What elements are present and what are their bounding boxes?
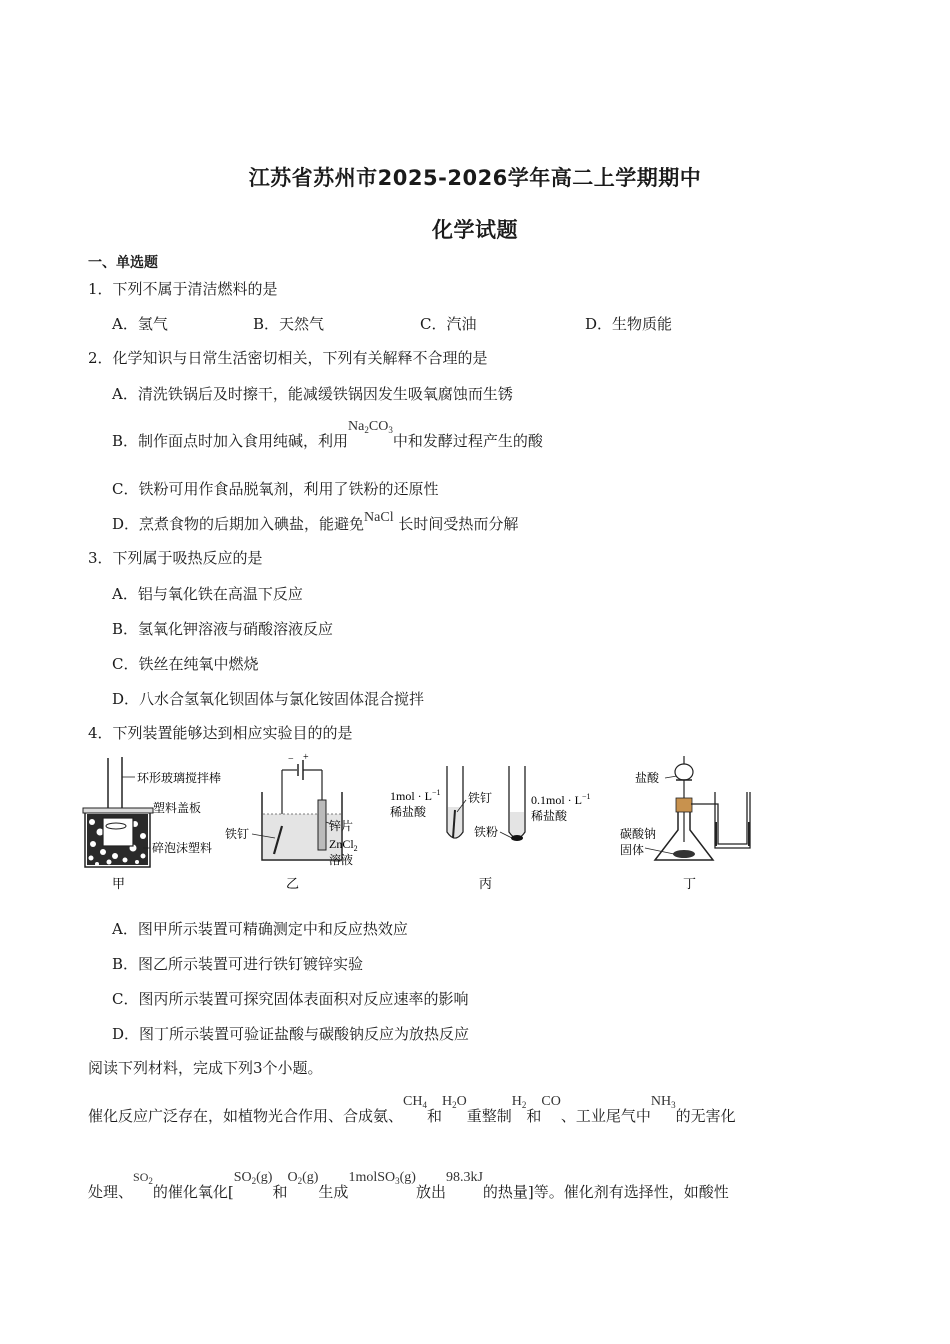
label-foam: 碎泡沫塑料 [152,841,213,855]
caption-bing: 丙 [479,876,493,891]
zinc-sheet [318,800,326,850]
na-subscript: 2 [364,425,369,435]
label-acid1: 稀盐酸 [390,805,427,819]
apparatus-ding [620,756,750,891]
q2-option-b[interactable] [112,419,543,451]
label-bing-nail: 铁钉 [468,791,493,805]
p1-and-1: 和 [426,1107,442,1125]
separatory-funnel [675,764,693,780]
u-tube [691,792,747,844]
apparatus-figure [75,752,775,897]
p2-text-e: 的热量]等。催化剂有选择性，如酸性 [482,1183,729,1201]
q2-option-d-pre: D．烹煮食物的后期加入碘盐，能避免 [112,515,365,533]
section-heading: 一、单选题 [88,255,158,271]
q2-option-b-post: 中和发酵过程产生的酸 [392,432,543,450]
label-lid: 塑料盖板 [153,801,202,815]
na2co3-formula [348,419,393,434]
q2-option-a[interactable]: A．清洗铁锅后及时擦干，能减缓铁锅因发生吸氧腐蚀而生锈 [112,385,513,403]
p1-and-2: 和 [526,1107,542,1125]
sodium-carbonate [673,850,695,858]
q2-stem: 2．化学知识与日常生活密切相关，下列有关解释不合理的是 [88,349,488,367]
stopper [676,798,692,812]
label-zncl2: ZnCl$_2$ [329,837,358,853]
label-conc1: $1mol \cdot L^{-1}$ [390,788,441,803]
reading-paragraph-line1 [88,1094,736,1131]
q3-option-c[interactable]: C．铁丝在纯氧中燃烧 [112,655,259,673]
h2-formula: $H_2$ [511,1094,527,1110]
heat-value: 98.3kJ [445,1170,483,1185]
acid-2 [510,812,524,838]
label-na2co3-2: 固体 [620,843,645,857]
ch4-formula: $CH_4$ [403,1094,427,1110]
co-formula: CO [541,1094,561,1109]
q4-option-a[interactable]: A．图甲所示装置可精确测定中和反应热效应 [112,920,408,938]
page-title: 江苏省苏州市2025-2026学年高二上学期期中 [248,166,702,190]
plastic-lid [83,808,153,813]
p2-and: 和 [272,1183,288,1201]
caption-ding: 丁 [683,876,697,891]
q4-option-d[interactable]: D．图丁所示装置可验证盐酸与碳酸钠反应为放热反应 [112,1025,470,1043]
na-text: Na [348,419,365,434]
so3-formula: 1molSO$_3$(g) [348,1170,416,1186]
q4-option-c[interactable]: C．图丙所示装置可探究固体表面积对反应速率的影响 [112,990,469,1008]
p2-text-a: 处理、 [88,1183,134,1201]
p1-text-b: 重整制 [466,1107,512,1125]
label-conc2: $0.1mol \cdot L^{-1}$ [531,792,591,807]
page-subtitle: 化学试题 [432,218,518,242]
q2-option-b-pre: B．制作面点时加入食用纯碱，利用 [112,432,349,450]
label-stir-rod: 环形玻璃搅拌棒 [137,771,222,785]
co-subscript: 3 [388,425,393,435]
caption-yi: 乙 [286,876,300,891]
q3-option-a[interactable]: A．铝与氧化铁在高温下反应 [112,585,303,603]
p2-text-d: 放出 [415,1183,446,1201]
label-zinc: 锌片 [329,819,354,833]
q1-option-a[interactable]: A．氢气 [112,315,168,333]
reading-paragraph-line2 [88,1170,729,1207]
label-acid2: 稀盐酸 [531,809,568,823]
q3-option-d[interactable]: D．八水合氢氧化钡固体与氯化铵固体混合搅拌 [112,690,425,708]
o2g-formula: $O_2(g)$ [287,1170,319,1186]
svg-text:+: + [303,752,309,763]
label-nail: 铁钉 [225,827,250,841]
label-na2co3-1: 碳酸钠 [620,827,657,841]
q4-stem: 4．下列装置能够达到相应实验目的的是 [88,724,353,742]
caption-jia: 甲 [112,876,126,891]
inner-beaker [103,818,133,846]
apparatus-bing [390,766,591,891]
label-solution: 溶液 [329,853,354,867]
q2-option-c[interactable]: C．铁粉可用作食品脱氧剂，利用了铁粉的还原性 [112,480,439,498]
nh3-formula: $NH_3$ [650,1094,676,1110]
q1-stem: 1．下列不属于清洁燃料的是 [88,280,278,298]
label-hcl: 盐酸 [635,771,660,785]
apparatus-yi [225,752,358,891]
p1-text-c: 、工业尾气中 [560,1107,651,1125]
q1-option-d[interactable]: D．生物质能 [585,315,673,333]
q3-option-b[interactable]: B．氢氧化钾溶液与硝酸溶液反应 [112,620,334,638]
q2-option-d[interactable] [112,510,519,534]
p2-text-c: 生成 [318,1183,349,1201]
p1-text-a: 催化反应广泛存在，如植物光合作用、合成氨、 [88,1107,404,1125]
reading-intro: 阅读下列材料，完成下列3个小题。 [88,1059,323,1077]
svg-text:−: − [288,754,294,765]
co-text: CO [368,419,389,434]
so2-formula: SO2 [133,1170,153,1186]
p2-text-b: 的催化氧化[ [152,1183,234,1201]
q3-stem: 3．下列属于吸热反应的是 [88,549,263,567]
q1-option-b[interactable]: B．天然气 [253,315,325,333]
q4-option-b[interactable]: B．图乙所示装置可进行铁钉镀锌实验 [112,955,364,973]
label-powder: 铁粉 [474,825,499,839]
iron-powder [511,835,523,841]
so2g-formula: $SO_2(g)$ [233,1170,273,1186]
nacl-formula: NaCl [364,510,394,525]
q2-option-d-post: 长时间受热而分解 [398,515,519,533]
h2o-formula: $H_2O$ [441,1094,467,1110]
q1-option-c[interactable]: C．汽油 [420,315,477,333]
p1-text-d: 的无害化 [675,1107,736,1125]
apparatus-jia [83,757,221,891]
